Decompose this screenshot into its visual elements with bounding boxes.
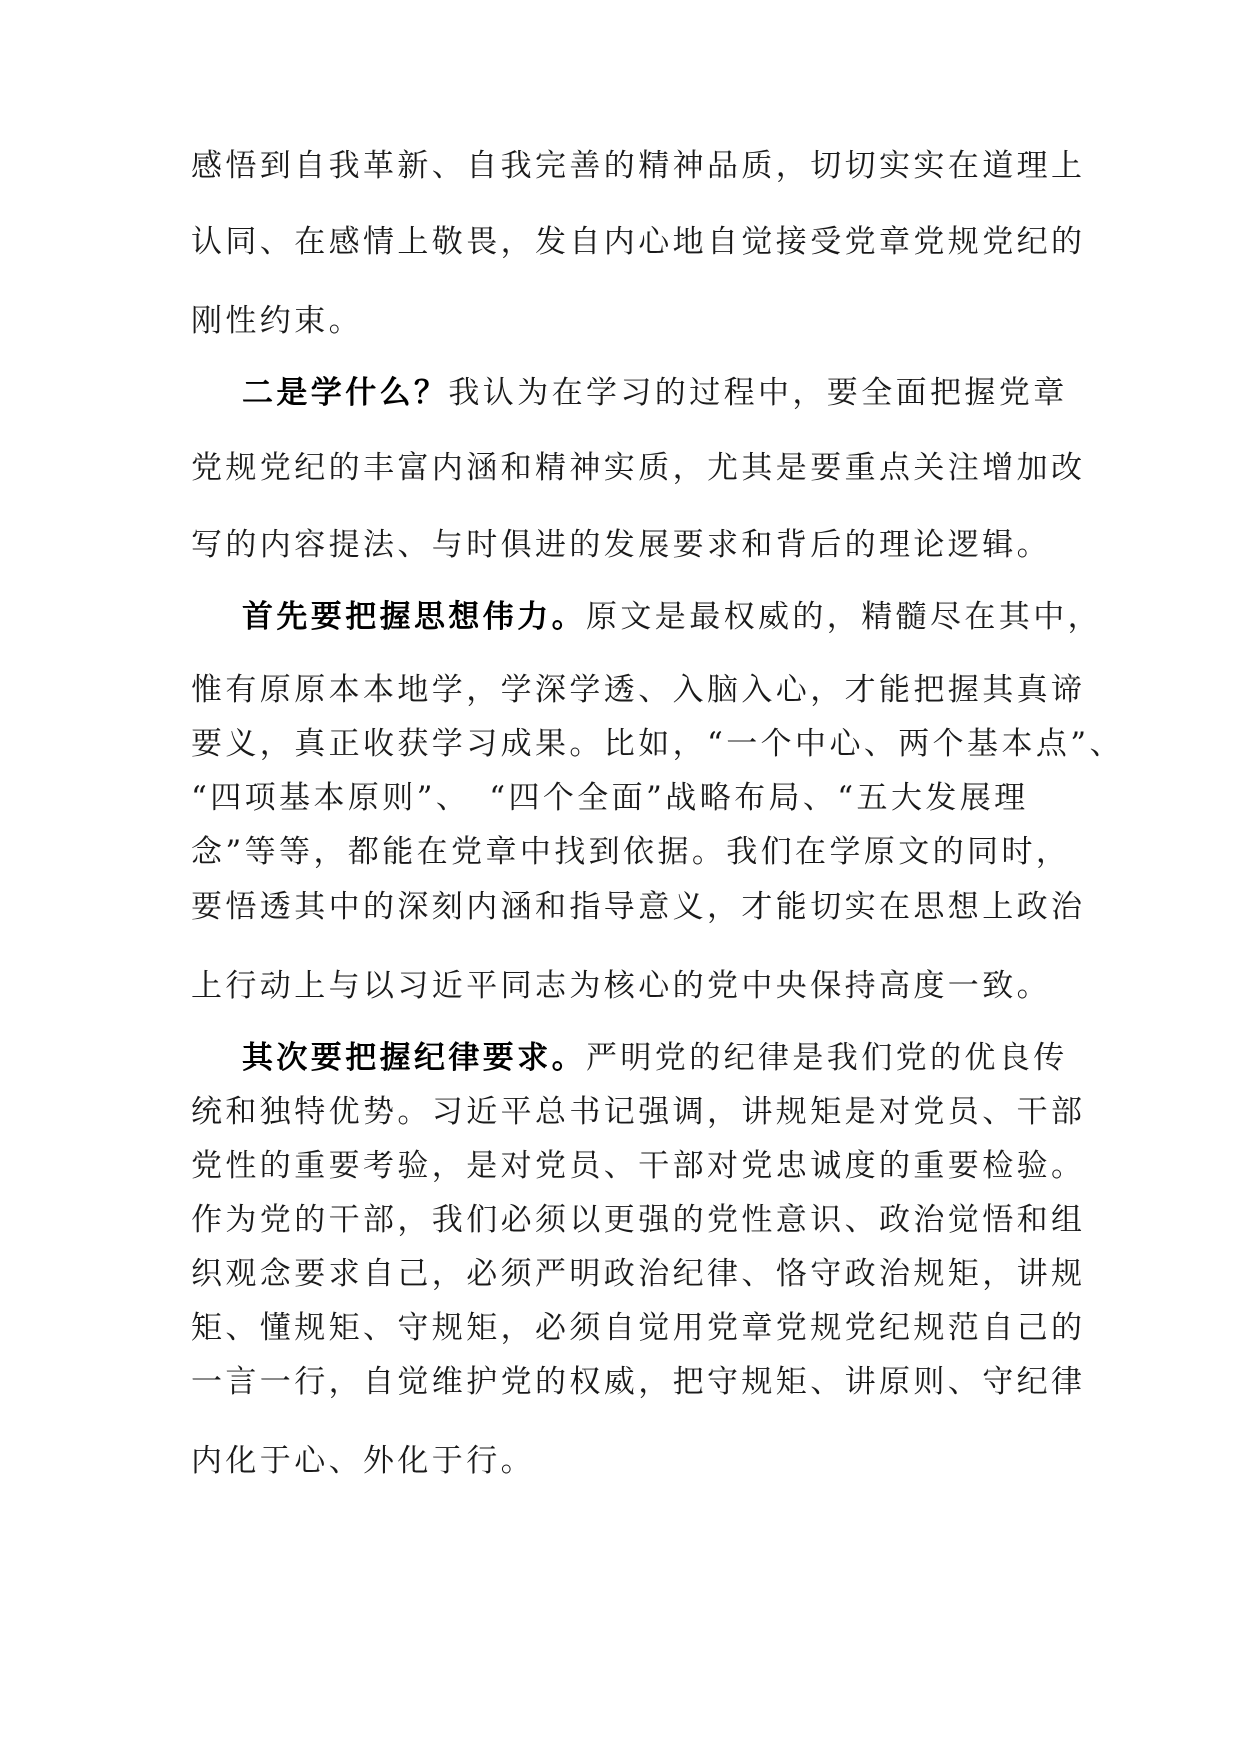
paragraph-2-line-1 bbox=[0, 363, 1240, 423]
paragraph-4-line-4 bbox=[0, 1190, 1240, 1250]
paragraph-2-first-line bbox=[242, 363, 1068, 423]
text-line: 原文是最权威的，精髓尽在其中， bbox=[586, 599, 1102, 635]
text-line: 矩、懂规矩、守规矩，必须自觉用党章党规党纪规范自己的 bbox=[191, 1310, 1086, 1346]
paragraph-3-first-line bbox=[242, 587, 1102, 647]
text-line: 作为党的干部，我们必须以更强的党性意识、政治觉悟和组 bbox=[191, 1202, 1086, 1238]
paragraph-4-first-line bbox=[242, 1028, 1068, 1088]
paragraph-4-line-5 bbox=[0, 1244, 1240, 1304]
paragraph-1-line-3 bbox=[0, 291, 1240, 351]
paragraph-3-line-6 bbox=[0, 877, 1240, 937]
text-line: 写的内容提法、与时俱进的发展要求和背后的理论逻辑。 bbox=[191, 527, 1051, 563]
paragraph-4-line-3 bbox=[0, 1136, 1240, 1196]
text-line: 刚性约束。 bbox=[191, 303, 363, 339]
paragraph-2-line-3 bbox=[0, 515, 1240, 575]
paragraph-3-line-2 bbox=[0, 660, 1240, 720]
text-line: 感悟到自我革新、自我完善的精神品质，切切实实在道理上 bbox=[191, 148, 1086, 184]
paragraph-3-line-3 bbox=[0, 714, 1240, 774]
text-line: 要悟透其中的深刻内涵和指导意义，才能切实在思想上政治 bbox=[191, 889, 1086, 925]
text-line: 上行动上与以习近平同志为核心的党中央保持高度一致。 bbox=[191, 968, 1051, 1004]
text-line: 认同、在感情上敬畏，发自内心地自觉接受党章党规党纪的 bbox=[191, 224, 1086, 260]
text-line: 一言一行，自觉维护党的权威，把守规矩、讲原则、守纪律 bbox=[191, 1364, 1086, 1400]
text-line: 念”等等，都能在党章中找到依据。我们在学原文的同时， bbox=[191, 834, 1071, 870]
paragraph-4-line-7 bbox=[0, 1352, 1240, 1412]
paragraph-2-line-2 bbox=[0, 438, 1240, 498]
paragraph-4-line-2 bbox=[0, 1082, 1240, 1142]
paragraph-3-line-4 bbox=[0, 768, 1240, 828]
text-line: 要义，真正收获学习成果。比如，“一个中心、两个基本点”、 bbox=[191, 726, 1124, 762]
paragraph-3-lead: 首先要把握思想伟力。 bbox=[242, 599, 586, 635]
paragraph-3-line-5 bbox=[0, 822, 1240, 882]
paragraph-4-lead: 其次要把握纪律要求。 bbox=[242, 1040, 586, 1076]
paragraph-3-line-1 bbox=[0, 587, 1240, 647]
paragraph-4-line-8 bbox=[0, 1431, 1240, 1491]
text-line: 内化于心、外化于行。 bbox=[191, 1443, 535, 1479]
text-line: 惟有原原本本地学，学深学透、入脑入心，才能把握其真谛 bbox=[191, 672, 1086, 708]
paragraph-4-line-1 bbox=[0, 1028, 1240, 1088]
paragraph-3-line-7 bbox=[0, 956, 1240, 1016]
text-line: “四项基本原则”、 “四个全面”战略布局、“五大发展理 bbox=[191, 780, 1029, 816]
text-line: 统和独特优势。习近平总书记强调，讲规矩是对党员、干部 bbox=[191, 1094, 1086, 1130]
text-line: 严明党的纪律是我们党的优良传 bbox=[586, 1040, 1068, 1076]
text-line: 党规党纪的丰富内涵和精神实质，尤其是要重点关注增加改 bbox=[191, 450, 1086, 486]
paragraph-2-lead: 二是学什么？ bbox=[242, 375, 449, 411]
paragraph-4-line-6 bbox=[0, 1298, 1240, 1358]
paragraph-1-line-1 bbox=[0, 136, 1240, 196]
text-line: 党性的重要考验，是对党员、干部对党忠诚度的重要检验。 bbox=[191, 1148, 1086, 1184]
text-line: 织观念要求自己，必须严明政治纪律、恪守政治规矩，讲规 bbox=[191, 1256, 1086, 1292]
paragraph-1-line-2 bbox=[0, 212, 1240, 272]
text-line: 我认为在学习的过程中，要全面把握党章 bbox=[448, 375, 1068, 411]
